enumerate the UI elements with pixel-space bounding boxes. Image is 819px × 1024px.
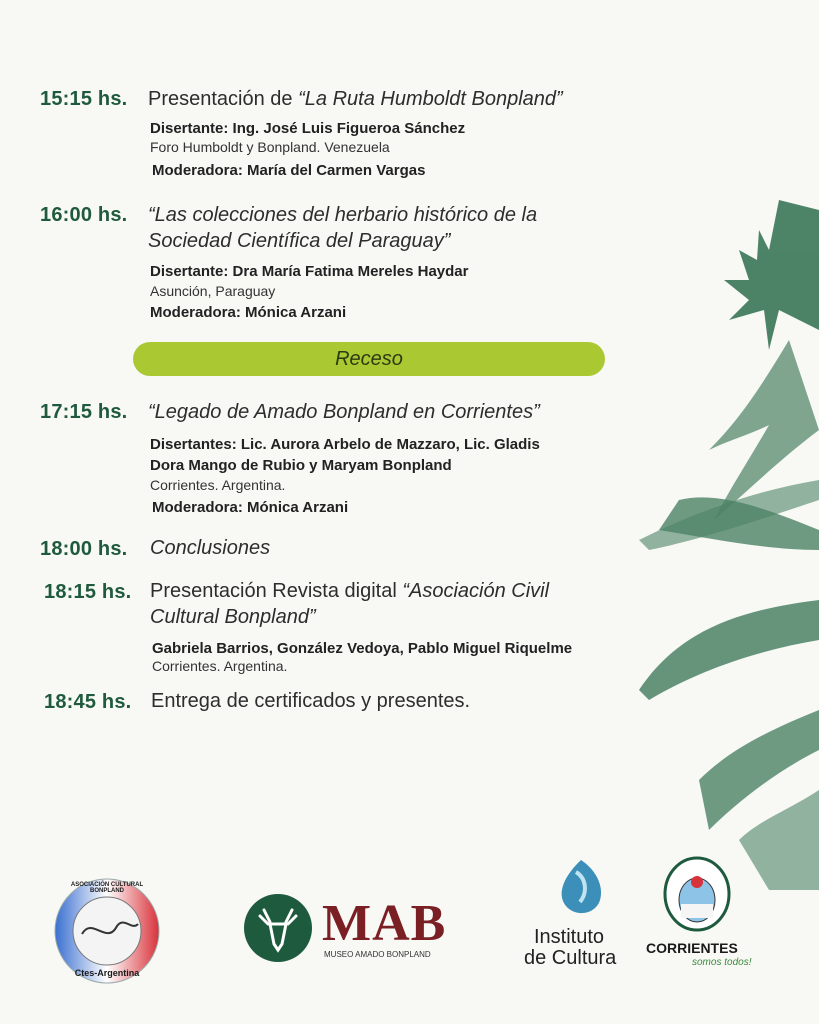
session-title xyxy=(148,399,540,425)
title-line: Sociedad Científica del Paraguay” xyxy=(148,230,451,252)
provincial-shield-icon xyxy=(662,856,732,936)
asociacion-bonpland-logo xyxy=(52,876,162,986)
session-title: Entrega de certificados y presentes. xyxy=(151,690,471,712)
title-line: “Las colecciones del herbario histórico de la xyxy=(148,204,538,226)
session-title xyxy=(150,535,270,561)
asociacion-ring-text: ASOCIACIÓN CULTURAL BONPLAND xyxy=(70,882,144,894)
mab-title: MAB xyxy=(322,895,447,952)
moderator: Moderadora: María del Carmen Vargas xyxy=(152,162,426,179)
speaker-org: Corrientes. Argentina. xyxy=(150,477,286,493)
speaker-org: Corrientes. Argentina. xyxy=(152,658,288,674)
corrientes-tagline: somos todos! xyxy=(692,957,752,968)
title-italic: Cultural Bonpland” xyxy=(150,606,316,628)
asociacion-bottom-text: Ctes-Argentina xyxy=(74,968,140,978)
title-italic: “Legado de Amado Bonpland en Corrientes” xyxy=(148,401,540,423)
title-italic: Conclusiones xyxy=(150,537,271,559)
mab-logo xyxy=(242,892,452,964)
speaker: Disertante: Dra María Fatima Mereles Haydar xyxy=(150,263,469,280)
speaker-line: Disertantes: Lic. Aurora Arbelo de Mazzaro, Lic. Gladis xyxy=(150,436,540,453)
session-time: 18:15 hs. xyxy=(44,581,132,603)
session-time: 17:15 hs. xyxy=(40,401,128,423)
session-title xyxy=(148,86,563,112)
instituto-line2: de Cultura xyxy=(524,947,617,969)
session-title xyxy=(148,202,537,254)
mab-subtitle: MUSEO AMADO BONPLAND xyxy=(324,950,431,959)
title-italic: “Asociación Civil xyxy=(402,580,550,602)
drop-icon xyxy=(556,858,606,918)
break-label: Receso xyxy=(335,347,403,370)
session-time: 18:45 hs. xyxy=(44,691,132,713)
speaker-line: Dora Mango de Rubio y Maryam Bonpland xyxy=(150,457,452,474)
moderator: Moderadora: Mónica Arzani xyxy=(150,304,347,321)
session-title xyxy=(150,578,549,630)
title-italic: “La Ruta Humboldt Bonpland” xyxy=(298,88,563,110)
instituto-cultura-logo xyxy=(518,858,638,973)
corrientes-logo xyxy=(644,856,754,974)
thistle-illustration xyxy=(619,190,819,890)
instituto-line1: Instituto xyxy=(534,926,605,948)
speaker: Disertante: Ing. José Luis Figueroa Sánchez xyxy=(150,120,466,137)
speaker-org: Foro Humboldt y Bonpland. Venezuela xyxy=(150,139,390,155)
corrientes-title: CORRIENTES xyxy=(646,940,738,956)
session-time: 15:15 hs. xyxy=(40,88,128,110)
session-time: 16:00 hs. xyxy=(40,204,128,226)
session-time: 18:00 hs. xyxy=(40,538,128,560)
title-plain: Presentación de xyxy=(148,88,299,110)
speaker-org: Asunción, Paraguay xyxy=(150,283,276,299)
moderator: Moderadora: Mónica Arzani xyxy=(152,499,349,516)
speaker xyxy=(150,434,540,476)
deer-icon xyxy=(242,892,314,964)
title-plain: Presentación Revista digital xyxy=(150,580,403,602)
break-banner xyxy=(133,342,605,376)
speaker: Gabriela Barrios, González Vedoya, Pablo Miguel Riquelme xyxy=(152,640,573,657)
